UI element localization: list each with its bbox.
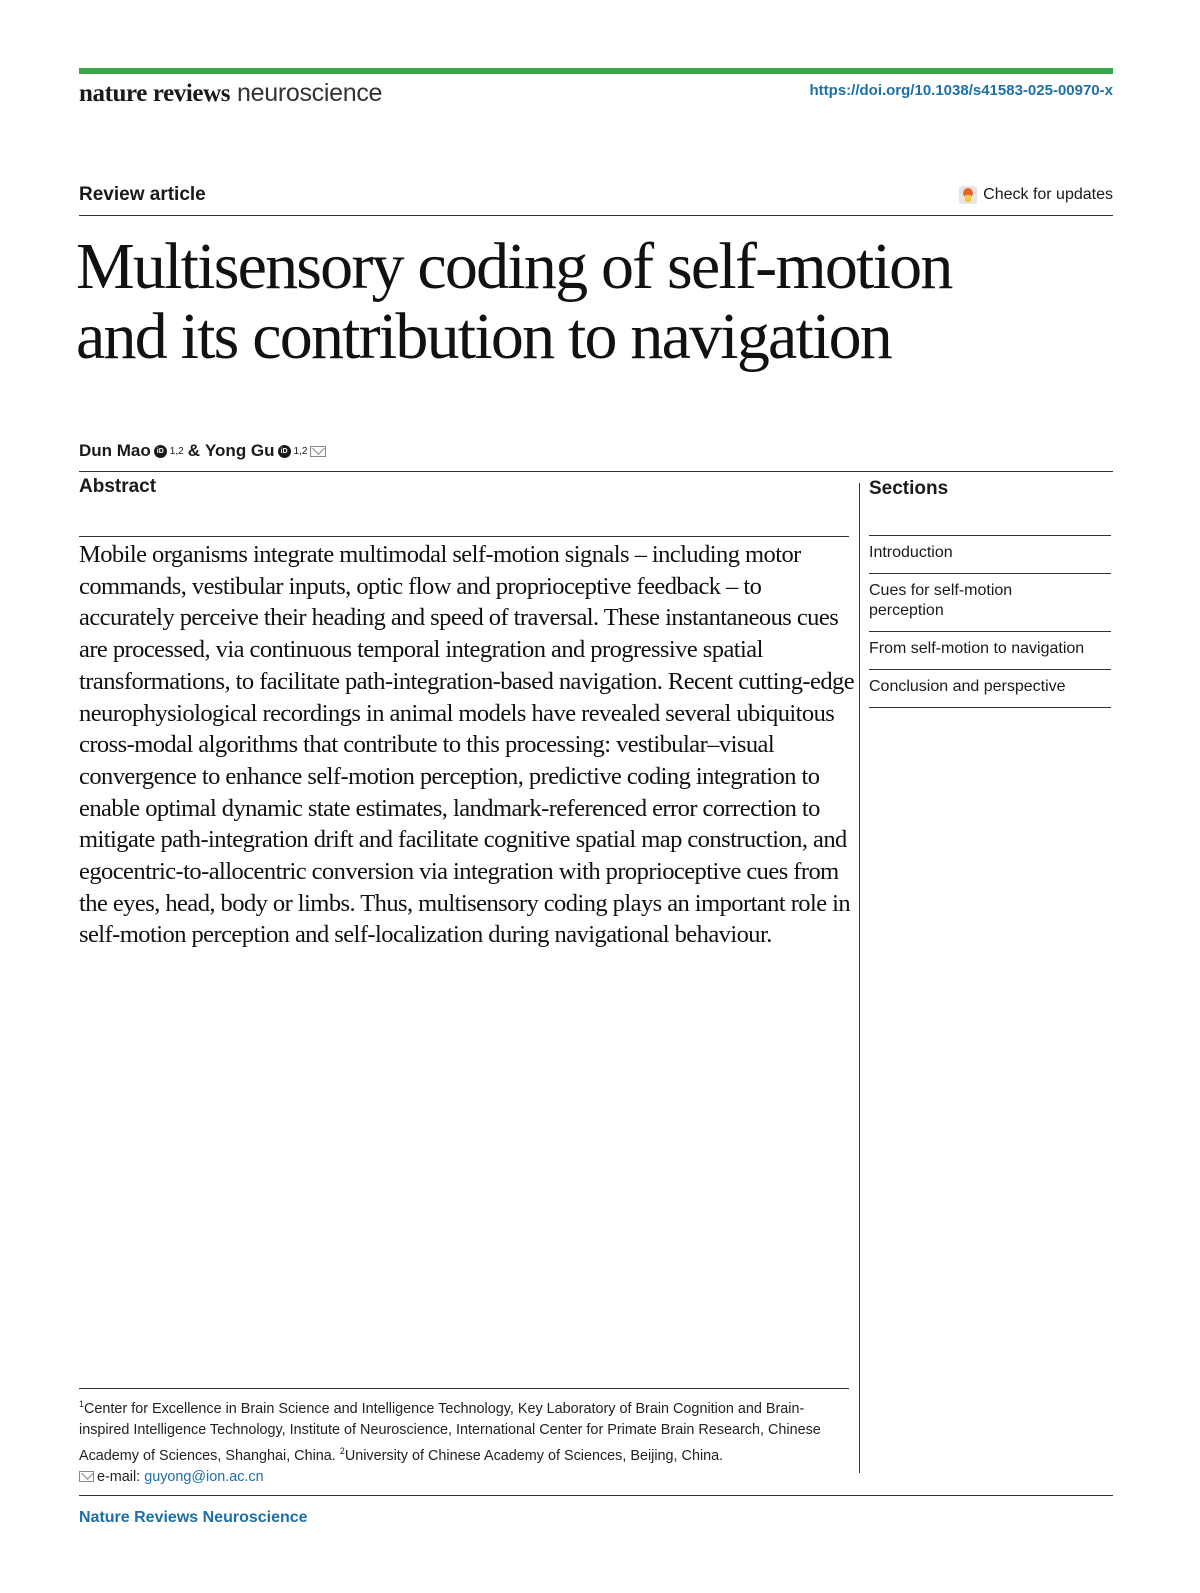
author-affiliation: 1,2 <box>293 445 308 457</box>
mail-icon[interactable] <box>310 446 326 457</box>
article-title <box>76 232 1126 372</box>
section-link-label: Introduction <box>869 544 953 561</box>
affiliation-number: 2 <box>339 1446 345 1457</box>
abstract-heading: Abstract <box>79 476 157 497</box>
mail-icon <box>79 1471 94 1482</box>
section-link-label: Conclusion and perspective <box>869 678 1066 695</box>
section-link-conclusion[interactable] <box>869 670 1111 708</box>
journal-logo <box>79 76 382 111</box>
orcid-icon[interactable]: iD <box>154 445 167 458</box>
title-line-1: Multisensory coding of self-motion <box>76 230 952 303</box>
author-name[interactable]: Dun Mao <box>79 441 151 460</box>
affiliation-number: 1 <box>79 1399 85 1409</box>
column-divider <box>859 483 860 1473</box>
header-divider <box>79 215 1113 216</box>
author-list <box>79 441 326 461</box>
section-link-navigation[interactable] <box>869 632 1111 670</box>
section-link-cues[interactable] <box>869 574 1111 632</box>
check-updates-label: Check for updates <box>983 186 1113 203</box>
sections-heading: Sections <box>869 478 949 499</box>
sections-nav <box>869 535 1111 708</box>
abstract-divider <box>79 536 849 537</box>
orcid-icon[interactable]: iD <box>278 445 291 458</box>
footnote-divider <box>79 1388 849 1389</box>
footer-journal-name: Nature Reviews Neuroscience <box>79 1509 308 1526</box>
author-separator: & <box>187 441 200 460</box>
footer-divider <box>79 1495 1113 1496</box>
check-updates-icon <box>959 186 977 204</box>
affiliations-footnote <box>79 1394 854 1489</box>
journal-accent-bar <box>79 68 1113 74</box>
email-label: e-mail: <box>97 1469 141 1486</box>
section-link-label: Cues for self-motion perception <box>869 582 1013 619</box>
affiliation-1: Center for Excellence in Brain Science and Intelligence Technology, Key Laboratory of Brain Cognition and Brain-inspired Intelligence Technology, Institute of Neuroscience, International Center for Primate Brain Research, Chinese Academy of Sciences, Shanghai, China. <box>79 1400 821 1465</box>
abstract-text: Mobile organisms integrate multimodal self-motion signals – including motor commands, vestibular inputs, optic flow and proprioceptive feedback – to accurately perceive their heading and speed of traversal. These instantaneous cues are processed, via continuous temporal integration and progressive spatial transformations, to facilitate path-integration-based navigation. Recent cutting-edge neurophysiological recordings in animal models have revealed several ubiquitous cross-modal algorithms that contribute to this processing: vestibular–visual convergence to enhance self-motion perception, predictive coding integration to enable optimal dynamic state estimates, landmark-referenced error correction to mitigate path-integration drift and facilitate cognitive spatial map construction, and egocentric-to-allocentric conversion via integration with proprioceptive cues from the eyes, head, body or limbs. Thus, multisensory coding plays an important role in self-motion perception and self-localization during navigational behaviour. <box>79 541 855 949</box>
title-line-2: and its contribution to navigation <box>76 300 892 373</box>
authors-divider <box>79 471 1113 472</box>
check-for-updates-button[interactable] <box>959 186 1113 204</box>
author-affiliation: 1,2 <box>169 445 184 457</box>
author-name[interactable]: Yong Gu <box>204 441 275 460</box>
section-link-label: From self-motion to navigation <box>869 640 1085 657</box>
email-link[interactable]: guyong@ion.ac.cn <box>144 1469 264 1486</box>
affiliation-2: University of Chinese Academy of Sciences, Beijing, China. <box>344 1448 724 1465</box>
article-type: Review article <box>79 184 206 205</box>
doi-link[interactable]: https://doi.org/10.1038/s41583-025-00970-x <box>809 82 1113 99</box>
journal-brand: nature reviews <box>79 80 231 107</box>
journal-field: neuroscience <box>237 79 383 107</box>
section-link-introduction[interactable] <box>869 536 1111 574</box>
